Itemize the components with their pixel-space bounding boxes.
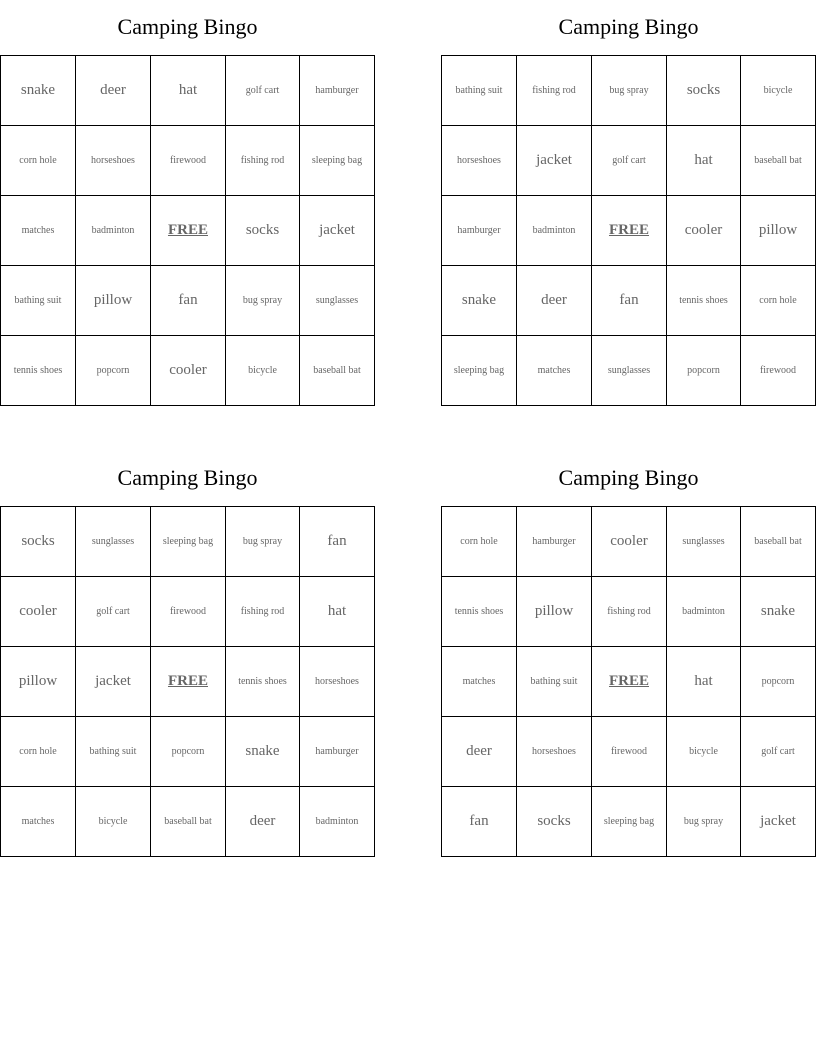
- bingo-cell: bathing suit: [76, 717, 151, 787]
- bingo-cell: matches: [1, 196, 76, 266]
- bingo-cell: popcorn: [741, 647, 816, 717]
- bingo-cell: cooler: [592, 507, 667, 577]
- bingo-cell: tennis shoes: [442, 577, 517, 647]
- bingo-cell: corn hole: [741, 266, 816, 336]
- bingo-cell: bathing suit: [442, 56, 517, 126]
- bingo-cell: bug spray: [592, 56, 667, 126]
- card-title: Camping Bingo: [558, 465, 699, 490]
- bingo-cell: sunglasses: [76, 507, 151, 577]
- bingo-cell: fishing rod: [592, 577, 667, 647]
- bingo-cell: socks: [517, 787, 592, 857]
- bingo-cell: socks: [226, 196, 300, 266]
- bingo-cell: tennis shoes: [667, 266, 741, 336]
- bingo-cell: popcorn: [667, 336, 741, 406]
- bingo-cell: deer: [76, 56, 151, 126]
- card-title: Camping Bingo: [117, 465, 258, 490]
- bingo-cell: baseball bat: [300, 336, 375, 406]
- bingo-cell: horseshoes: [76, 126, 151, 196]
- bingo-cell: fishing rod: [226, 126, 300, 196]
- bingo-cell: deer: [517, 266, 592, 336]
- bingo-cell: snake: [442, 266, 517, 336]
- bingo-cell: jacket: [517, 126, 592, 196]
- bingo-cell: corn hole: [1, 717, 76, 787]
- bingo-cell: sunglasses: [667, 507, 741, 577]
- bingo-cell: deer: [226, 787, 300, 857]
- free-space-cell: FREE: [592, 647, 667, 717]
- bingo-cell: corn hole: [442, 507, 517, 577]
- bingo-cell: hamburger: [300, 56, 375, 126]
- free-space-cell: FREE: [592, 196, 667, 266]
- bingo-cell: badminton: [517, 196, 592, 266]
- bingo-grid: [441, 55, 816, 406]
- bingo-cell: baseball bat: [741, 126, 816, 196]
- bingo-cell: sleeping bag: [592, 787, 667, 857]
- bingo-cell: bathing suit: [517, 647, 592, 717]
- bingo-cell: jacket: [76, 647, 151, 717]
- bingo-cell: pillow: [517, 577, 592, 647]
- bingo-grid: [0, 55, 375, 406]
- bingo-cell: popcorn: [151, 717, 226, 787]
- bingo-cell: hamburger: [442, 196, 517, 266]
- bingo-card-2: [441, 12, 816, 376]
- bingo-cell: hat: [667, 126, 741, 196]
- bingo-card-3: [0, 463, 375, 829]
- bingo-cell: sleeping bag: [442, 336, 517, 406]
- bingo-cell: horseshoes: [442, 126, 517, 196]
- bingo-cell: snake: [226, 717, 300, 787]
- bingo-cell: pillow: [1, 647, 76, 717]
- bingo-cell: golf cart: [76, 577, 151, 647]
- bingo-cell: matches: [442, 647, 517, 717]
- bingo-cell: jacket: [741, 787, 816, 857]
- bingo-cell: cooler: [667, 196, 741, 266]
- bingo-cell: baseball bat: [151, 787, 226, 857]
- bingo-cell: sleeping bag: [300, 126, 375, 196]
- bingo-cell: bug spray: [226, 507, 300, 577]
- bingo-cell: deer: [442, 717, 517, 787]
- bingo-cell: badminton: [76, 196, 151, 266]
- bingo-cell: firewood: [151, 126, 226, 196]
- bingo-cell: bicycle: [667, 717, 741, 787]
- bingo-cell: baseball bat: [741, 507, 816, 577]
- bingo-cell: hat: [151, 56, 226, 126]
- bingo-cell: matches: [1, 787, 76, 857]
- bingo-cell: horseshoes: [517, 717, 592, 787]
- bingo-cell: hamburger: [517, 507, 592, 577]
- bingo-cell: golf cart: [226, 56, 300, 126]
- bingo-cell: pillow: [76, 266, 151, 336]
- bingo-cell: fan: [442, 787, 517, 857]
- bingo-cell: bathing suit: [1, 266, 76, 336]
- bingo-cell: sunglasses: [592, 336, 667, 406]
- bingo-cell: matches: [517, 336, 592, 406]
- bingo-cell: firewood: [592, 717, 667, 787]
- bingo-cell: fan: [300, 507, 375, 577]
- bingo-cell: snake: [1, 56, 76, 126]
- bingo-cell: sleeping bag: [151, 507, 226, 577]
- bingo-cell: sunglasses: [300, 266, 375, 336]
- bingo-cell: hat: [667, 647, 741, 717]
- bingo-cell: horseshoes: [300, 647, 375, 717]
- bingo-cell: bicycle: [226, 336, 300, 406]
- bingo-cell: bicycle: [76, 787, 151, 857]
- bingo-cell: firewood: [151, 577, 226, 647]
- bingo-cell: hat: [300, 577, 375, 647]
- bingo-card-1: [0, 12, 375, 378]
- bingo-cell: golf cart: [741, 717, 816, 787]
- free-space-cell: FREE: [151, 196, 226, 266]
- bingo-cell: fan: [592, 266, 667, 336]
- card-title: Camping Bingo: [117, 14, 258, 39]
- bingo-grid: [441, 506, 816, 857]
- bingo-cell: socks: [667, 56, 741, 126]
- bingo-cell: fan: [151, 266, 226, 336]
- bingo-cell: socks: [1, 507, 76, 577]
- bingo-grid: [0, 506, 375, 857]
- bingo-cell: bug spray: [226, 266, 300, 336]
- bingo-cell: bug spray: [667, 787, 741, 857]
- bingo-cell: badminton: [667, 577, 741, 647]
- bingo-cell: hamburger: [300, 717, 375, 787]
- bingo-card-4: [441, 463, 816, 829]
- bingo-cell: bicycle: [741, 56, 816, 126]
- bingo-cell: golf cart: [592, 126, 667, 196]
- bingo-cell: jacket: [300, 196, 375, 266]
- bingo-cell: snake: [741, 577, 816, 647]
- bingo-cell: tennis shoes: [1, 336, 76, 406]
- bingo-cell: fishing rod: [226, 577, 300, 647]
- bingo-cell: fishing rod: [517, 56, 592, 126]
- bingo-cell: pillow: [741, 196, 816, 266]
- bingo-cell: cooler: [1, 577, 76, 647]
- bingo-cell: popcorn: [76, 336, 151, 406]
- bingo-cell: tennis shoes: [226, 647, 300, 717]
- bingo-cell: cooler: [151, 336, 226, 406]
- bingo-cell: firewood: [741, 336, 816, 406]
- bingo-cell: corn hole: [1, 126, 76, 196]
- free-space-cell: FREE: [151, 647, 226, 717]
- card-title: Camping Bingo: [558, 14, 699, 39]
- bingo-cell: badminton: [300, 787, 375, 857]
